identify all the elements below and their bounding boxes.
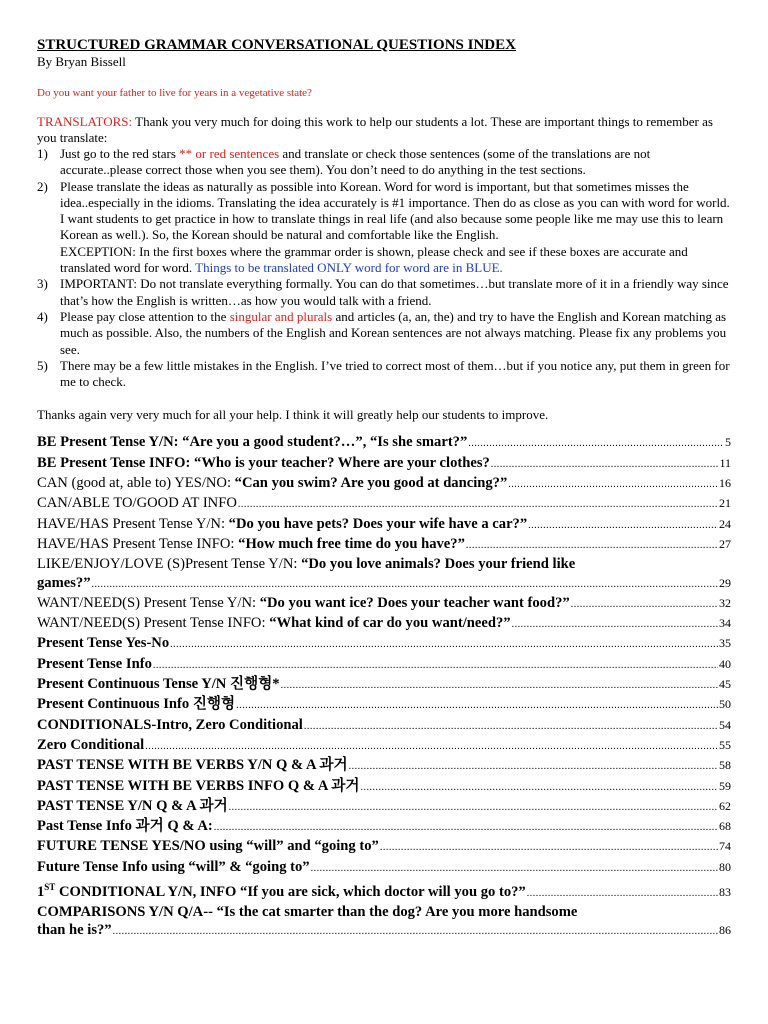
- instruction-text: Please pay close attention to the: [60, 308, 230, 324]
- instruction-text: IMPORTANT: Do not translate everything formally. You can do that sometimes…but translate more of it in a friendly way since that’s how the English is written…as how you would talk with a friend.: [60, 276, 729, 308]
- instruction-text: Please translate the ideas as naturally as possible into Korean. Word for word is important, but that sometimes misses the idea..especially in the idioms. Translating the idea accurately is #1 importance. Then do as close as you can with word for world. I want students to get practice in how to translate things in real life (and also because some people like me may use this to learn Korean as well.). So, the Korean should be natural and comfortable like the English.: [60, 178, 730, 243]
- translators-label: TRANSLATORS:: [37, 114, 133, 129]
- translators-intro: [37, 114, 731, 146]
- toc-entry[interactable]: PAST TENSE Y/N Q & A 과거 ..... 62: [37, 797, 731, 817]
- toc-entry[interactable]: Present Continuous Tense Y/N 진행형* ..... 45: [37, 675, 731, 695]
- translators-intro-text: Thank you very much for doing this work to help our students a lot. These are important things to remember as you translate:: [37, 114, 713, 145]
- toc-entry[interactable]: WANT/NEED(S) Present Tense Y/N: “Do you want ice? Does your teacher want food?” ..... 32: [37, 594, 731, 614]
- toc-page-number: 40: [719, 656, 731, 671]
- toc-page-number: 35: [719, 636, 731, 651]
- toc-page-number: 27: [719, 536, 731, 551]
- toc-page-number: 34: [719, 616, 731, 631]
- toc-entry[interactable]: Past Tense Info 과거 Q & A: ..... 68: [37, 817, 731, 837]
- toc-page-number: 11: [719, 455, 731, 470]
- toc-page-number: 5: [725, 435, 731, 450]
- instruction-highlight-red: ** or red sentences: [179, 146, 280, 161]
- toc-page-number: 50: [719, 697, 731, 712]
- toc-page-number: 80: [719, 859, 731, 874]
- toc-entry[interactable]: HAVE/HAS Present Tense INFO: “How much free time do you have?” ..... 27: [37, 535, 731, 555]
- instruction-text: There may be a few little mistakes in the English. I’ve tried to correct most of them…but if you notice any, put them in green for me to check.: [60, 357, 730, 390]
- toc-entry[interactable]: Present Tense Yes-No ..... 35: [37, 634, 731, 654]
- toc-entry[interactable]: PAST TENSE WITH BE VERBS INFO Q & A 과거 ..... 59: [37, 777, 731, 797]
- toc-page-number: 55: [719, 737, 731, 752]
- toc-entry[interactable]: WANT/NEED(S) Present Tense INFO: “What kind of car do you want/need?” ..... 34: [37, 614, 731, 634]
- toc-page-number: 54: [719, 717, 731, 732]
- toc-entry[interactable]: BE Present Tense INFO: “Who is your teacher? Where are your clothes? ..... 11: [37, 454, 731, 474]
- toc-entry[interactable]: CAN (good at, able to) YES/NO: “Can you swim? Are you good at dancing?” ..... 16: [37, 474, 731, 494]
- toc-page-number: 74: [719, 839, 731, 854]
- toc-page-number: 29: [719, 575, 731, 590]
- instruction-text: and articles (a, an, the) and try to have the English and Korean matching as much as possible. Also, the numbers of the English and Korean sentences are not always matching. Please fix any problems you see.: [60, 308, 727, 357]
- instruction-exception: EXCEPTION: In the first boxes where the grammar order is shown, please check and see if these boxes are accurate and translated word for word.: [60, 243, 688, 276]
- toc-entry[interactable]: Zero Conditional ..... 55: [37, 736, 731, 756]
- toc-page-number: 45: [719, 677, 731, 692]
- page-title: STRUCTURED GRAMMAR CONVERSATIONAL QUESTIONS INDEX: [37, 37, 516, 53]
- toc-page-number: 21: [719, 496, 731, 511]
- toc-page-number: 86: [719, 923, 731, 938]
- toc-entry[interactable]: Future Tense Info using “will” & “going to” ..... 80: [37, 858, 731, 878]
- instruction-number: 4): [37, 308, 48, 324]
- instruction-number: 3): [37, 276, 48, 292]
- toc-entry[interactable]: 1ST CONDITIONAL Y/N, INFO “If you are sick, which doctor will you go to?” ..... 83: [37, 878, 731, 903]
- thanks-note: Thanks again very very much for all your help. I think it will greatly help our students to improve.: [37, 407, 549, 423]
- toc-entry[interactable]: BE Present Tense Y/N: “Are you a good student?…”, “Is she smart?” ..... 5: [37, 433, 731, 453]
- toc-entry[interactable]: CAN/ABLE TO/GOOD AT INFO ..... 21: [37, 494, 731, 514]
- table-of-contents: [37, 433, 731, 941]
- instruction-item: [37, 358, 731, 391]
- toc-entry[interactable]: COMPARISONS Y/N Q/A-- “Is the cat smarter than the dog? Are you more handsome than he is?” ..... 86: [37, 903, 731, 942]
- toc-entry[interactable]: PAST TENSE WITH BE VERBS Y/N Q & A 과거 ..... 58: [37, 756, 731, 776]
- instruction-highlight-blue: Things to be translated ONLY word for word are in BLUE.: [195, 260, 503, 276]
- prompt-question: Do you want your father to live for years in a vegetative state?: [37, 87, 312, 99]
- toc-entry[interactable]: HAVE/HAS Present Tense Y/N: “Do you have pets? Does your wife have a car?” ..... 24: [37, 515, 731, 535]
- toc-entry[interactable]: LIKE/ENJOY/LOVE (S)Present Tense Y/N: “Do you love animals? Does your friend like games?” ..... 29: [37, 555, 731, 594]
- toc-entry[interactable]: CONDITIONALS-Intro, Zero Conditional ..... 54: [37, 716, 731, 736]
- instruction-item: [37, 146, 731, 179]
- toc-entry[interactable]: Present Continuous Info 진행형 ..... 50: [37, 695, 731, 715]
- instruction-item: [37, 309, 731, 358]
- author-line: By Bryan Bissell: [37, 54, 126, 69]
- instruction-list: [37, 146, 731, 390]
- toc-entry[interactable]: Present Tense Info ..... 40: [37, 655, 731, 675]
- instruction-text: Just go to the red stars: [60, 146, 180, 161]
- instruction-highlight-red: singular and plurals: [229, 308, 333, 324]
- toc-page-number: 58: [719, 758, 731, 773]
- instruction-number: 2): [37, 178, 48, 194]
- instruction-number: 5): [37, 357, 48, 373]
- toc-entry[interactable]: FUTURE TENSE YES/NO using “will” and “going to” ..... 74: [37, 837, 731, 857]
- toc-page-number: 83: [719, 884, 731, 899]
- toc-page-number: 59: [719, 778, 731, 793]
- instruction-item: [37, 179, 731, 277]
- toc-page-number: 24: [719, 516, 731, 531]
- instruction-number: 1): [37, 146, 48, 161]
- toc-page-number: 16: [719, 476, 731, 491]
- toc-page-number: 68: [719, 819, 731, 834]
- toc-page-number: 32: [719, 595, 731, 610]
- instruction-item: [37, 276, 731, 309]
- toc-page-number: 62: [719, 798, 731, 813]
- instruction-text: and translate or check those sentences (some of the translations are not accurate..please correct those when you see them). You don’t need to do anything in the test sections.: [60, 146, 651, 178]
